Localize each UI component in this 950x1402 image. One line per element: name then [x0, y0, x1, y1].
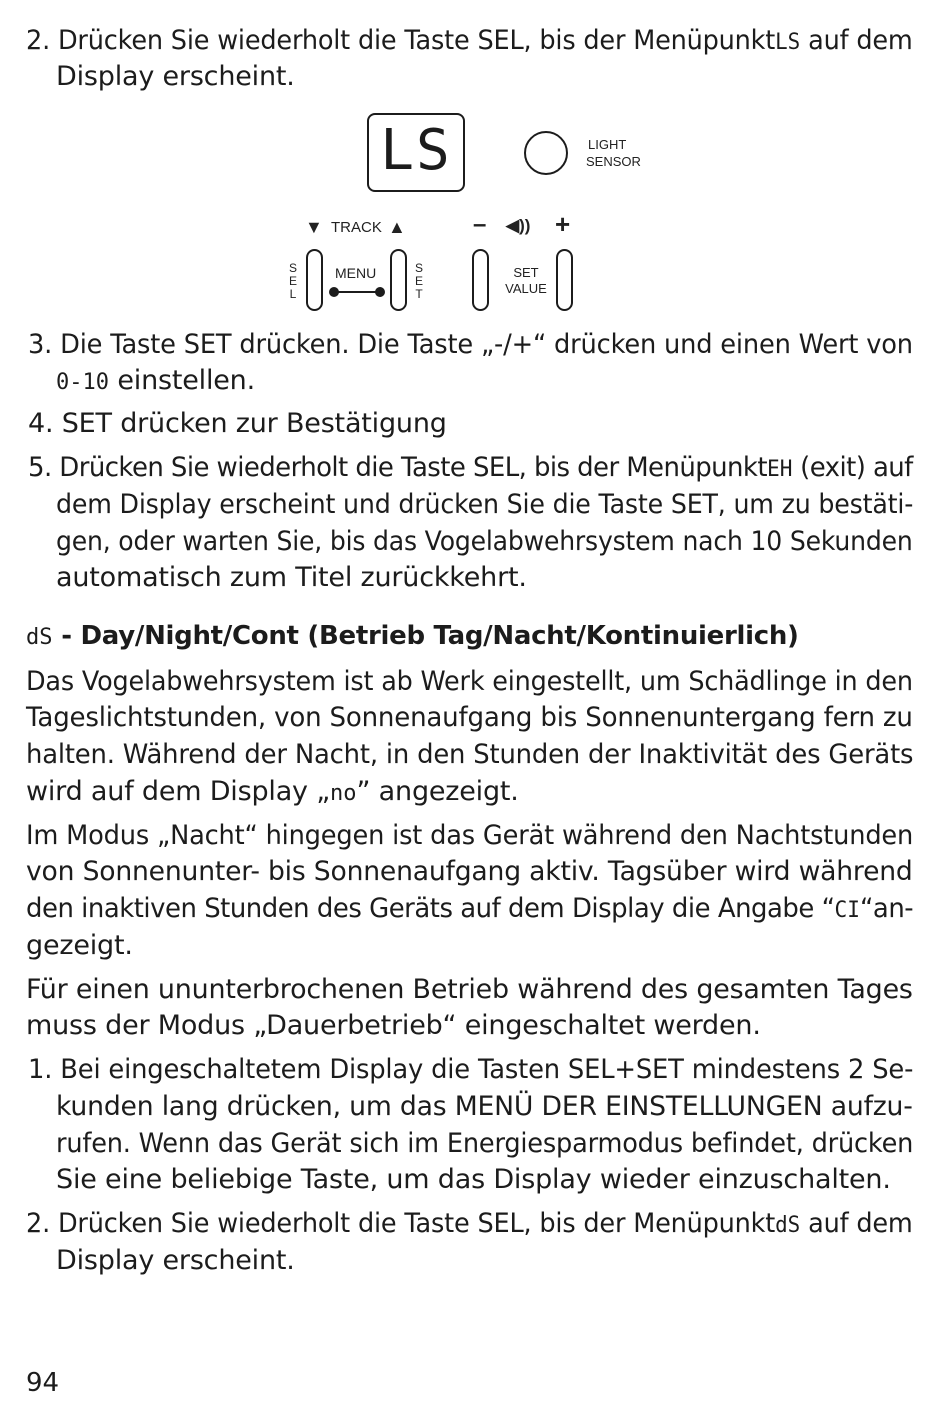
minus-button[interactable]: [472, 249, 489, 311]
track-up-icon: ▲: [388, 217, 406, 237]
lcd-code-eh: EH: [766, 457, 793, 482]
lcd-code-range: 0-10: [56, 370, 109, 395]
step2-line2: Display erscheint.: [56, 61, 295, 92]
lcd-display: [367, 113, 465, 192]
list1-line2: kunden lang drücken, um das MENÜ DER EINSTELLUNGEN aufzu-: [56, 1091, 913, 1122]
para2-line4: gezeigt.: [26, 930, 133, 961]
sel-vertical-label: S E L: [288, 261, 297, 301]
para1-line1: Das Vogelabwehrsystem ist ab Werk eingestellt, um Schädlinge in den: [26, 666, 913, 697]
step3-line2: 0-10 einstellen.: [56, 365, 255, 396]
menu-connector-dot-left: [329, 287, 339, 297]
set-vertical-label: S E T: [414, 261, 423, 301]
para3-line2: muss der Modus „Dauerbetrieb“ eingeschaltet werden.: [26, 1010, 761, 1041]
step5-line2: dem Display erscheint und drücken Sie die Taste SET, um zu bestäti-: [56, 489, 914, 520]
lcd-code-ci: CI: [834, 898, 860, 923]
step3-line1: 3. Die Taste SET drücken. Die Taste „-/+“ drücken und einen Wert von: [28, 329, 913, 360]
para1-line4: wird auf dem Display „no” angezeigt.: [26, 776, 519, 807]
page-number: 94: [26, 1368, 60, 1398]
para1-line2: Tageslichtstunden, von Sonnenaufgang bis Sonnenuntergang fern zu: [26, 702, 913, 733]
menu-connector-dot-right: [375, 287, 385, 297]
para2-line3: den inaktiven Stunden des Geräts auf dem Display die Angabe “CI“an-: [26, 893, 914, 924]
para2-line2: von Sonnenunter- bis Sonnenaufgang aktiv. Tagsüber wird während: [26, 856, 913, 887]
step5-line4: automatisch zum Titel zurückkehrt.: [56, 562, 527, 593]
set-button[interactable]: [390, 249, 407, 311]
plus-icon: +: [555, 209, 571, 239]
step2-line1: 2. Drücken Sie wiederholt die Taste SEL, bis der MenüpunktLS auf dem: [26, 25, 913, 56]
track-label: TRACK: [331, 219, 382, 236]
plus-button[interactable]: [556, 249, 573, 311]
step5-line3: gen, oder warten Sie, bis das Vogelabwehrsystem nach 10 Sekunden: [56, 526, 913, 557]
lcd-code-no: no: [330, 781, 357, 806]
minus-icon: –: [473, 211, 487, 238]
lcd-display-code: LS: [380, 118, 452, 183]
list1-line1: 1. Bei eingeschaltetem Display die Tasten SEL+SET mindestens 2 Se-: [28, 1054, 914, 1085]
light-sensor-label-2: SENSOR: [586, 154, 641, 169]
set-value-label-2: VALUE: [505, 281, 547, 296]
para2-line1: Im Modus „Nacht“ hingegen ist das Gerät während den Nachtstunden: [26, 820, 914, 851]
volume-icon: ◀)): [506, 216, 531, 235]
section-heading: dS - Day/Night/Cont (Betrieb Tag/Nacht/Kontinuierlich): [26, 621, 799, 651]
lcd-code-ds-2: dS: [775, 1213, 801, 1238]
list1-line3: rufen. Wenn das Gerät sich im Energiesparmodus befindet, drücken: [56, 1128, 914, 1159]
para3-line1: Für einen ununterbrochenen Betrieb während des gesamten Tages: [26, 974, 913, 1005]
para1-line3: halten. Während der Nacht, in den Stunden der Inaktivität des Geräts: [26, 739, 914, 770]
set-value-label-1: SET: [513, 265, 539, 280]
list2-line2: Display erscheint.: [56, 1245, 295, 1276]
lcd-code-ds: dS: [26, 625, 53, 650]
sel-button[interactable]: [306, 249, 323, 311]
step4-line1: 4. SET drücken zur Bestätigung: [28, 408, 447, 439]
light-sensor-circle: [524, 131, 568, 175]
track-down-icon: ▼: [305, 217, 323, 237]
menu-label: MENU: [335, 265, 377, 281]
list1-line4: Sie eine beliebige Taste, um das Display wieder einzuschalten.: [56, 1164, 891, 1195]
light-sensor-label-1: LIGHT: [588, 137, 627, 152]
list2-line1: 2. Drücken Sie wiederholt die Taste SEL, bis der MenüpunktdS auf dem: [26, 1208, 913, 1239]
lcd-code-ls: LS: [775, 30, 801, 55]
step5-line1: 5. Drücken Sie wiederholt die Taste SEL, bis der MenüpunktEH (exit) auf: [28, 452, 913, 483]
